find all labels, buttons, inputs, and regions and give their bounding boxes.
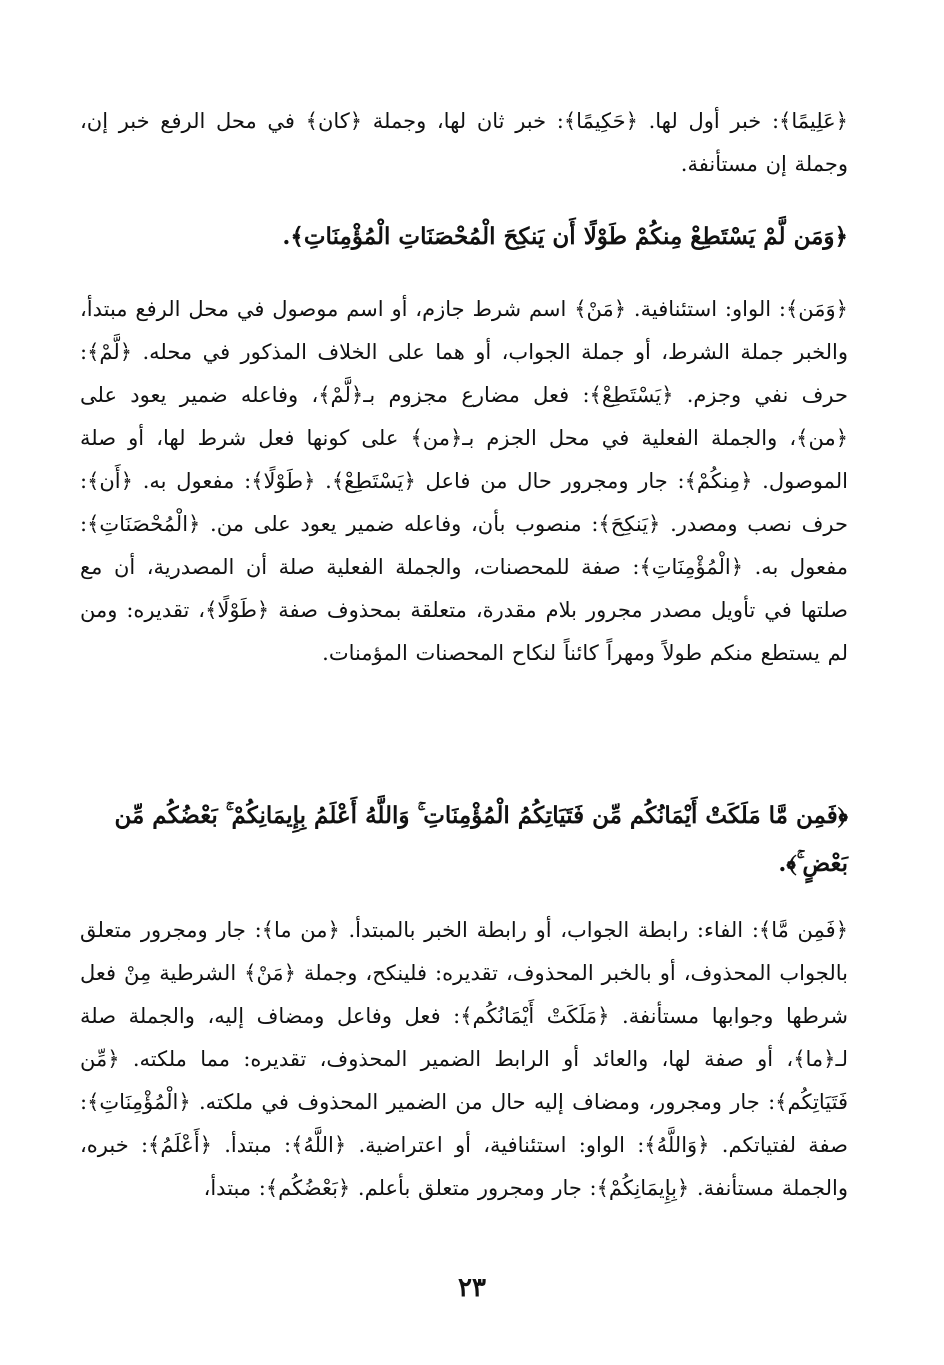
grammar-paragraph-1: ﴿عَلِيمًا﴾: خبر أول لها. ﴿حَكِيمًا﴾: خبر ثان لها، وجملة ﴿كان﴾ في محل الرفع خبر إن، وجملة إن مستأنفة. — [80, 109, 848, 176]
quran-verse-1: ﴿وَمَن لَّمْ يَسْتَطِعْ مِنكُمْ طَوْلًا أَن يَنكِحَ الْمُحْصَنَاتِ الْمُؤْمِنَاتِ﴾. — [282, 223, 848, 250]
quran-verse-2: ﴿فَمِن مَّا مَلَكَتْ أَيْمَانُكُم مِّن فَتَيَاتِكُمُ الْمُؤْمِنَاتِ ۚ وَاللَّهُ أَعْلَمُ بِإِيمَانِكُمْ ۚ بَعْضُكُم مِّن بَعْضٍ ۚ﴾. — [114, 802, 848, 877]
page-number: ٢٣ — [458, 1273, 486, 1303]
grammar-paragraph-2: ﴿وَمَن﴾: الواو: استئنافية. ﴿مَنْ﴾ اسم شرط جازم، أو اسم موصول في محل الرفع مبتدأ، والخبر جملة الشرط، أو جملة الجواب، أو هما على الخلاف المذكور في محله. ﴿لَّمْ﴾: حرف نفي وجزم. ﴿يَسْتَطِعْ﴾: فعل مضارع مجزوم بـ﴿لَّمْ﴾، وفاعله ضمير يعود على ﴿من﴾، والجملة الفعلية في محل الجزم بـ﴿من﴾ على كونها فعل شرط لها، أو صلة الموصول. ﴿مِنكُمْ﴾: جار ومجرور حال من فاعل ﴿يَسْتَطِعْ﴾. ﴿طَوْلًا﴾: مفعول به. ﴿أَن﴾: حرف نصب ومصدر. ﴿يَنكِحَ﴾: منصوب بأن، وفاعله ضمير يعود على من. ﴿الْمُحْصَنَاتِ﴾: مفعول به. ﴿الْمُؤْمِنَاتِ﴾: صفة للمحصنات، والجملة الفعلية صلة أن المصدرية، أن مع صلتها في تأويل مصدر مجرور بلام مقدرة، متعلقة بمحذوف صفة ﴿طَوْلًا﴾، تقديره: ومن لم يستطع منكم طولاً ومهراً كائناً لنكاح المحصنات المؤمنات. — [80, 297, 848, 665]
grammar-paragraph-3: ﴿فَمِن مَّا﴾: الفاء: رابطة الجواب، أو رابطة الخبر بالمبتدأ. ﴿من ما﴾: جار ومجرور متعلق بالجواب المحذوف، أو بالخبر المحذوف، تقديره: فلينكح، وجملة ﴿مَنْ﴾ الشرطية مِنْ فعل شرطها وجوابها مستأنفة. ﴿مَلَكَتْ أَيْمَانُكُم﴾: فعل وفاعل ومضاف إليه، والجملة صلة لـ﴿ما﴾، أو صفة لها، والعائد أو الرابط الضمير المحذوف، تقديره: مما ملكته. ﴿مِّن فَتَيَاتِكُم﴾: جار ومجرور، ومضاف إليه حال من الضمير المحذوف في ملكته. ﴿الْمُؤْمِنَاتِ﴾: صفة لفتياتكم. ﴿وَاللَّهُ﴾: الواو: استئنافية، أو اعتراضية. ﴿اللَّهُ﴾: مبتدأ. ﴿أَعْلَمُ﴾: خبره، والجملة مستأنفة. ﴿بِإِيمَانِكُمْ﴾: جار ومجرور متعلق بأعلم. ﴿بَعْضُكُم﴾: مبتدأ، — [80, 918, 848, 1200]
